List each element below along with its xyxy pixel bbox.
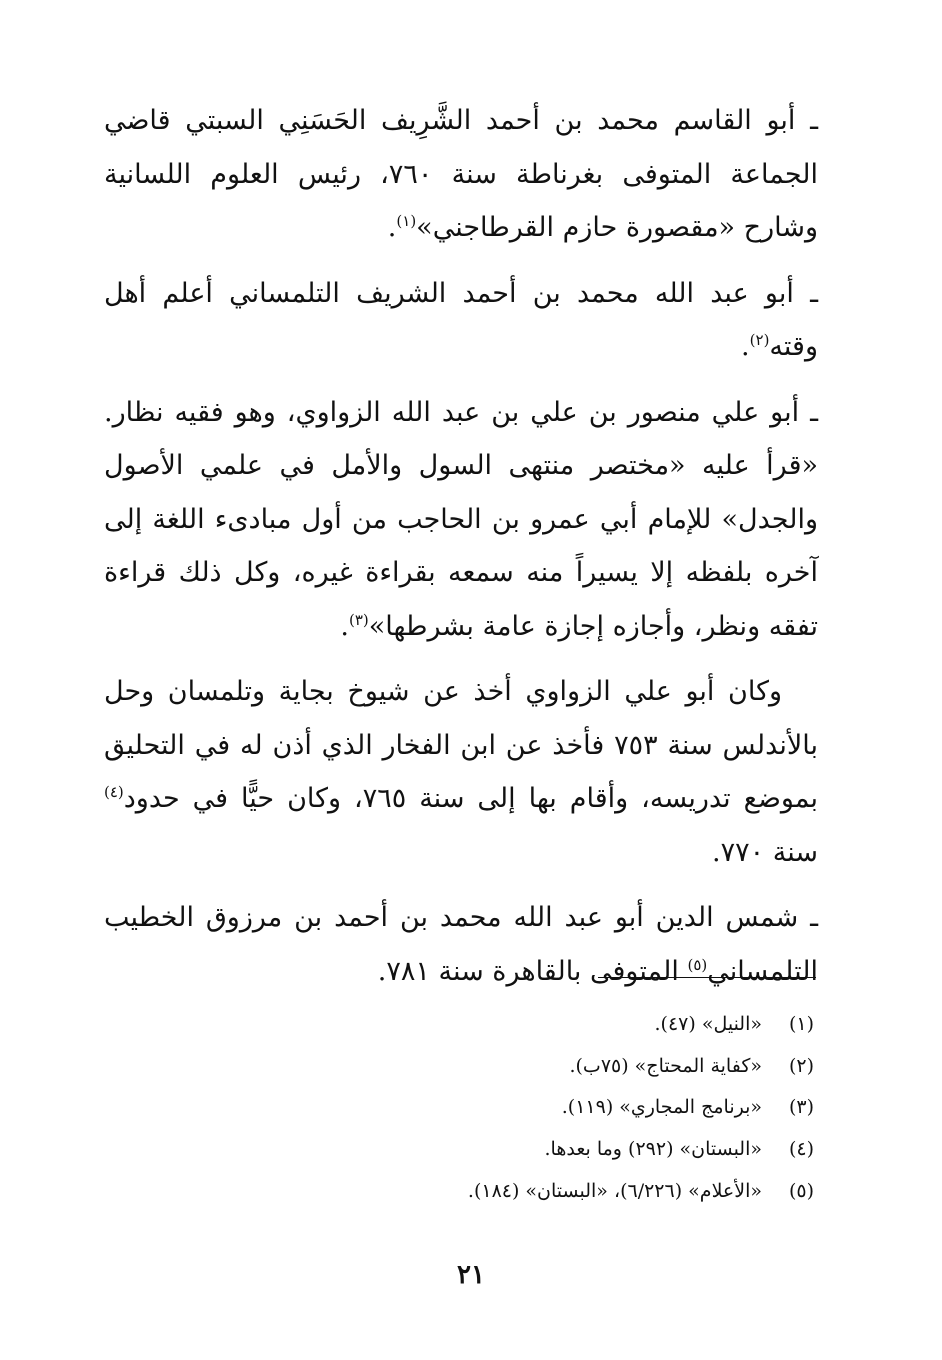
main-text	[104, 94, 818, 1010]
footnote-2	[314, 1046, 814, 1088]
paragraph-text: وكان أبو علي الزواوي أخذ عن شيوخ بجاية وتلمسان وحل بالأندلس سنة ٧٥٣ فأخذ عن ابن الفخار الذي أذن له في التحليق بموضع تدريسه، وأقام بها إلى سنة ٧٦٥، وكان حيًّا في حدود	[104, 676, 818, 814]
footnote-number: (١)	[788, 1013, 814, 1035]
footnote-1	[314, 1004, 814, 1046]
footnote-number: (٥)	[788, 1179, 814, 1202]
footnote-text: «برنامج المجاري» (١١٩).	[561, 1096, 762, 1119]
footnote-text: «البستان» (٢٩٢) وما بعدها.	[544, 1138, 762, 1161]
footnote-ref-4: (٤)	[104, 783, 124, 801]
footnote-ref-3: (٣)	[348, 610, 369, 629]
footnote-3	[314, 1087, 814, 1129]
footnote-ref-2: (٢)	[749, 331, 770, 349]
paragraph-end: .	[387, 212, 397, 243]
paragraph-text: ـ أبو القاسم محمد بن أحمد الشَّرِيف الحَسَنِي السبتي قاضي الجماعة المتوفى بغرناطة سنة ٧٦٠، رئيس العلوم اللسانية وشارح «مقصورة حازم القرطاجني»	[104, 105, 818, 243]
footnote-text: «كفاية المحتاج» (٧٥ب).	[569, 1054, 762, 1077]
footnote-ref-1: (١)	[396, 212, 417, 230]
paragraph-ibn-marzuq	[104, 891, 818, 998]
footnote-5	[314, 1171, 814, 1213]
paragraph-text: ـ شمس الدين أبو عبد الله محمد بن أحمد بن مرزوق الخطيب التلمساني	[104, 902, 818, 987]
footnote-number: (٤)	[788, 1138, 814, 1161]
paragraph-zawawi-biography	[104, 665, 818, 879]
paragraph-abu-abdallah-tilimsani	[104, 267, 818, 374]
paragraph-end: المتوفى بالقاهرة سنة ٧٨١.	[377, 955, 688, 987]
footnote-text: «الأعلام» (٦/٢٢٦)، «البستان» (١٨٤).	[467, 1179, 762, 1202]
footnote-separator	[598, 977, 816, 978]
footnotes	[314, 1004, 814, 1213]
footnote-number: (٢)	[788, 1054, 814, 1077]
paragraph-text: ـ أبو عبد الله محمد بن أحمد الشريف التلمساني أعلم أهل وقته	[104, 277, 818, 362]
footnote-text: «النيل» (٤٧).	[654, 1013, 762, 1035]
paragraph-abu-ali-zawawi	[104, 386, 818, 654]
footnote-number: (٣)	[788, 1096, 814, 1119]
paragraph-text: ـ أبو علي منصور بن علي بن عبد الله الزواوي، وهو فقيه نظار. «قرأ عليه «مختصر منتهى السول والأمل في علمي الأصول والجدل» للإمام أبي عمرو بن الحاجب من أول مبادىء اللغة إلى آخره بلفظه إلا يسيراً منه سمعه بقراءة غيره، وكل ذلك قراءة تفقه ونظر، وأجازه إجازة عامة بشرطها»	[104, 396, 818, 642]
paragraph-end: سنة ٧٧٠.	[712, 836, 818, 868]
footnote-ref-5: (٥)	[687, 955, 708, 974]
page-number: ٢١	[457, 1260, 485, 1290]
paragraph-end: .	[741, 331, 750, 362]
paragraph-end: .	[340, 610, 349, 642]
footnote-4	[314, 1129, 814, 1171]
paragraph-abu-al-qasim	[104, 94, 818, 255]
